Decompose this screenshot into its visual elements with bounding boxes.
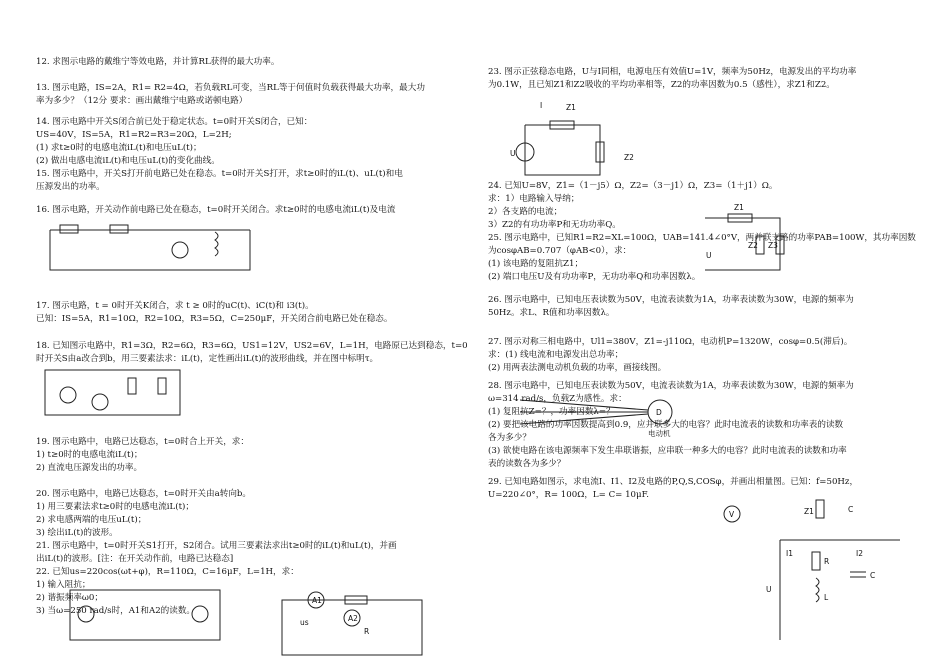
- question-line: (3) 欲使电路在该电源频率下发生串联谐振，应串联一种多大的电容？此时电流表的读数和功率: [488, 446, 847, 456]
- component-label: R: [824, 557, 830, 566]
- question-line: 18. 已知图示电路中，R1=3Ω，R2=6Ω，R3=6Ω，US1=12V，US2=6V，L=1H，电路原已达到稳态，t=0: [36, 341, 468, 351]
- question-line: 25. 图示电路中，已知R1=R2=XL=100Ω，UAB=141.4∠0°V，两并联支路的功率PAB=100W，其功率因数: [488, 233, 916, 243]
- question-line: 20. 图示电路中，电路已达稳态，t=0时开关由a转向b。: [36, 489, 252, 499]
- ammeter-label: A1: [312, 596, 322, 605]
- question-line: 3) 当ω=250 rad/s时，A1和A2的读数。: [36, 606, 196, 616]
- resistor-icon: [128, 378, 136, 394]
- question-line: 1) 输入阻抗；: [36, 580, 91, 590]
- right-circuit-sketches: [480, 0, 950, 672]
- voltage-source-icon: [192, 606, 208, 622]
- question-line: 28. 图示电路中，已知电压表读数为50V，电流表读数为1A，功率表读数为30W，电源的频率为: [488, 381, 854, 391]
- question-line: 求：(1) 线电流和电源发出总功率；: [488, 350, 624, 360]
- question-line: 1) 用三要素法求t≥0时的电感电流iL(t)；: [36, 502, 195, 512]
- circuit-wire: [520, 400, 648, 410]
- circuit-wire: [50, 230, 250, 270]
- component-label: L: [824, 593, 829, 602]
- question-line: 24. 已知U=8V，Z1=（1－j5）Ω，Z2=（3－j1）Ω，Z3=（1＋j1）Ω。: [488, 181, 778, 191]
- question-line: 19. 图示电路中，电路已达稳态，t=0时合上开关，求：: [36, 437, 249, 447]
- question-line: 29. 已知电路如图示，求电流I、I1、I2及电路的P,Q,S,COSφ，并画出相量图。已知：f=50Hz，: [488, 477, 859, 487]
- question-line: 13. 图示电路，IS=2A，R1= R2=4Ω，若负载RL可变，当RL等于何值时负载获得最大功率，最大功: [36, 83, 425, 93]
- question-line: (1) 复阻抗Z=？，功率因数λ=？: [488, 407, 615, 417]
- circuit-wire: [45, 370, 180, 415]
- question-line: 3）Z2的有功功率P和无功功率Q。: [488, 220, 621, 230]
- question-line: (1) 该电路的复阻抗Z1；: [488, 259, 584, 269]
- component-label: Z3: [768, 241, 778, 250]
- question-line: 22. 已知us=220cos(ωt+φ)，R=110Ω，C=16μF，L=1H，求：: [36, 567, 299, 577]
- question-line: 12. 求图示电路的戴维宁等效电路，并计算RL获得的最大功率。: [36, 57, 280, 67]
- component-label: C: [848, 505, 854, 514]
- component-label: C: [870, 571, 876, 580]
- question-line: 3) 绘出iL(t)的波形。: [36, 528, 118, 538]
- question-line: 2) 谐振频率ω0；: [36, 593, 103, 603]
- current-source-icon: [172, 242, 188, 258]
- question-line: 各为多少？: [488, 433, 531, 443]
- question-line: 15. 图示电路中，开关S打开前电路已处在稳态。t=0时开关S打开，求t≥0时的iL(t)、uL(t)和电: [36, 169, 403, 179]
- component-label: Z1: [734, 203, 744, 212]
- circuit-wire: [70, 590, 220, 640]
- question-line: (2) 用两表法测电动机负载的功率，画接线图。: [488, 363, 667, 373]
- voltage-source-icon: [92, 394, 108, 410]
- question-line: (2) 做出电感电流iL(t)和电压uL(t)的变化曲线。: [36, 156, 220, 166]
- resistor-icon: [812, 552, 820, 570]
- question-line: 表的读数各为多少？: [488, 459, 566, 469]
- motor-caption: 电动机: [648, 429, 671, 438]
- question-line: 17. 图示电路，t = 0时开关K闭合，求 t ≥ 0时的uC(t)、iC(t)和 i3(t)。: [36, 301, 314, 311]
- question-line: 出iL(t)的波形。[注：在开关动作前，电路已达稳态]: [36, 554, 234, 564]
- question-line: 率为多少？（12分 要求：画出戴维宁电路或诺顿电路）: [36, 96, 248, 106]
- component-label: Z1: [566, 103, 576, 112]
- question-line: 2) 求电感两端的电压uL(t)；: [36, 515, 147, 525]
- question-line: 16. 图示电路，开关动作前电路已处在稳态，t=0时开关闭合。求t≥0时的电感电流iL(t)及电流: [36, 205, 396, 215]
- question-line: 2) 直流电压源发出的功率。: [36, 463, 143, 473]
- component-label: us: [300, 618, 309, 627]
- inductor-icon: [816, 578, 819, 602]
- current-label: I2: [856, 549, 863, 558]
- motor-label: D: [656, 408, 662, 417]
- question-line: (1) 求t≥0时的电感电流iL(t)和电压uL(t)；: [36, 143, 202, 153]
- question-line: 50Hz。求L、R值和功率因数λ。: [488, 308, 615, 318]
- voltage-source-icon: [78, 606, 94, 622]
- component-label: Z1: [804, 507, 814, 516]
- meter-label: V: [729, 510, 735, 519]
- question-line: 23. 图示正弦稳态电路，U与I同相，电源电压有效值U=1V，频率为50Hz，电源发出的平均功率: [488, 67, 857, 77]
- voltage-label: U: [706, 251, 712, 260]
- circuit-wire: [520, 414, 648, 424]
- question-line: US=40V，IS=5A，R1=R2=R3=20Ω，L=2H;: [36, 130, 232, 140]
- question-line: (2) 端口电压U及有功功率P，无功功率Q和功率因数λ。: [488, 272, 701, 282]
- question-line: 21. 图示电路中，t=0时开关S1打开，S2闭合。试用三要素法求出t≥0时的iL(t)和uL(t)，并画: [36, 541, 397, 551]
- question-line: 为cosφAB=0.707（φAB<0），求：: [488, 246, 632, 256]
- question-line: 时开关S由a改合到b，用三要素法求：iL(t)，定性画出iL(t)的波形曲线，并在图中标明τ。: [36, 354, 379, 364]
- current-label: I1: [786, 549, 793, 558]
- voltage-label: U: [510, 149, 516, 158]
- component-label: Z2: [748, 241, 758, 250]
- question-line: 压源发出的功率。: [36, 182, 105, 192]
- question-line: U=220∠0°，R= 100Ω，L= C= 10μF.: [488, 490, 649, 500]
- question-line: 2）各支路的电流；: [488, 207, 563, 217]
- voltage-label: U: [766, 585, 772, 594]
- question-line: 已知：IS=5A，R1=10Ω，R2=10Ω，R3=5Ω，C=250μF，开关闭合前电路已处在稳态。: [36, 314, 393, 324]
- component-label: R: [364, 627, 370, 636]
- question-line: 1) t≥0时的电感电流iL(t)；: [36, 450, 143, 460]
- question-line: (2) 要把该电路的功率因数提高到0.9，应并联多大的电容？此时电流表的读数和功率表的读数: [488, 420, 844, 430]
- circuit-wire: [525, 125, 600, 175]
- impedance-box: [816, 500, 824, 518]
- component-label: Z2: [624, 153, 634, 162]
- inductor-icon: [215, 232, 218, 256]
- voltage-source-icon: [60, 387, 76, 403]
- resistor-icon: [60, 225, 78, 233]
- right-column: [480, 0, 950, 672]
- question-line: 26. 图示电路中，已知电压表读数为50V，电流表读数为1A，功率表读数为30W，电源的频率为: [488, 295, 854, 305]
- question-line: 求：1）电路输入导纳；: [488, 194, 580, 204]
- question-line: ω=314 rad/s，负载Z为感性。求：: [488, 394, 627, 404]
- circuit-wire: [282, 600, 422, 655]
- question-line: 14. 图示电路中开关S闭合前已处于稳定状态。t=0时开关S闭合，已知：: [36, 117, 313, 127]
- resistor-icon: [158, 378, 166, 394]
- resistor-icon: [110, 225, 128, 233]
- current-label: I: [540, 101, 543, 110]
- question-line: 27. 图示对称三相电路中，Ul1=380V，Z1=-j110Ω，电动机P=1320W，cosφ=0.5(滞后)。: [488, 337, 853, 347]
- question-line: 为0.1W，且已知Z1和Z2吸收的平均功率相等，Z2的功率因数为0.5（感性），求Z1和Z2。: [488, 80, 835, 90]
- ammeter-label: A2: [348, 614, 358, 623]
